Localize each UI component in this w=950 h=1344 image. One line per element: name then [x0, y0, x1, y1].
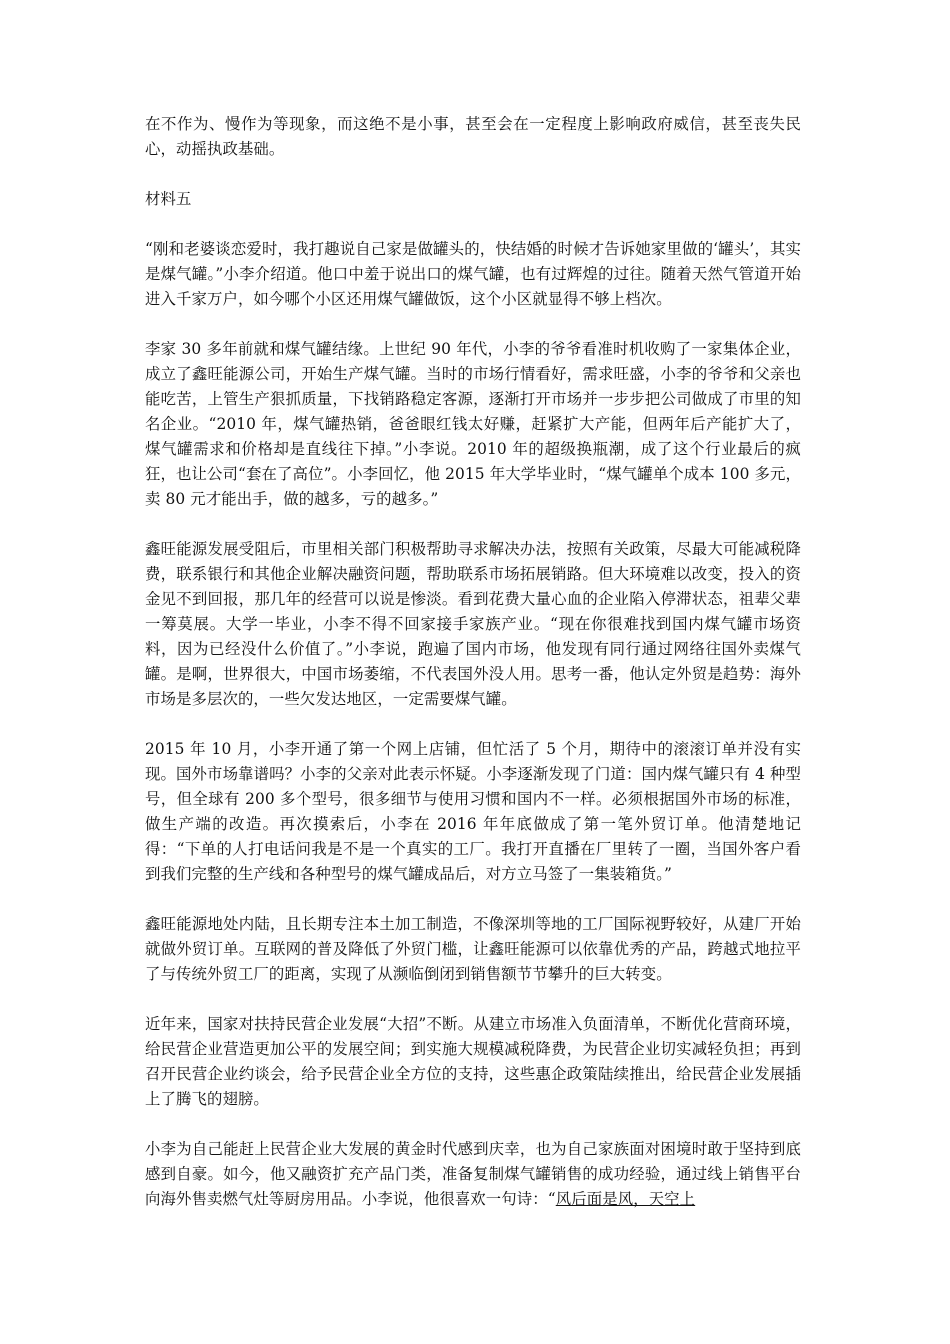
paragraph-government-help: 鑫旺能源发展受阻后，市里相关部门积极帮助寻求解决办法，按照有关政策，尽最大可能减税降费，联系银行和其他企业解决融资问题，帮助联系市场拓展销路。但大环境难以改变，投入的资金见不到回报，那几年的经营可以说是惨淡。看到花费大量心血的企业陷入停滞状态，祖辈父辈一筹莫展。大学一毕业，小李不得不回家接手家族产业。“现在你很难找到国内煤气罐市场资料，因为已经没什么价值了。”小李说，跑遍了国内市场，他发现有同行通过网络往国外卖煤气罐。是啊，世界很大，中国市场萎缩，不代表国外没人用。思考一番，他认定外贸是趋势：海外市场是多层次的，一些欠发达地区，一定需要煤气罐。 [145, 540, 801, 708]
paragraph-first-online-store: 2015 年 10 月，小李开通了第一个网上店铺，但忙活了 5 个月，期待中的滚滚订单并没有实现。国外市场靠谱吗？小李的父亲对此表示怀疑。小李逐渐发现了门道：国内煤气罐只有 4 种型号，但全球有 200 多个型号，很多细节与使用习惯和国内不一样。必须根据国外市场的标准，做生产端的改造。再次摸索后，小李在 2016 年年底做成了第一笔外贸订单。他清楚地记得：“下单的人打电话问我是不是一个真实的工厂。我打开直播在厂里转了一圈，当国外客户看到我们完整的生产线和各种型号的煤气罐成品后，对方立马签了一集装箱货。” [145, 740, 801, 883]
section-heading-material-five: 材料五 [145, 190, 192, 208]
closing-text: 小李为自己能赶上民营企业大发展的黄金时代感到庆幸，也为自己家族面对困境时敢于坚持到底感到自豪。如今，他又融资扩充产品门类，准备复制煤气罐销售的成功经验，通过线上销售平台向海外售卖燃气灶等厨房用品。小李说，他很喜欢一句诗：“ [145, 1140, 801, 1208]
underlined-poem-text: 风后面是风，天空上 [555, 1190, 696, 1208]
paragraph-inland-location: 鑫旺能源地处内陆，且长期专注本土加工制造，不像深圳等地的工厂国际视野较好，从建厂开始就做外贸订单。互联网的普及降低了外贸门槛，让鑫旺能源可以依靠优秀的产品，跨越式地拉平了与传统外贸工厂的距离，实现了从濒临倒闭到销售额节节攀升的巨大转变。 [145, 915, 801, 983]
paragraph-closing [145, 1137, 801, 1212]
paragraph-family-history: 李家 30 多年前就和煤气罐结缘。上世纪 90 年代，小李的爷爷看准时机收购了一家集体企业，成立了鑫旺能源公司，开始生产煤气罐。当时的市场行情看好，需求旺盛，小李的爷爷和父亲也能吃苦，上管生产狠抓质量，下找销路稳定客源，逐渐打开市场并一步步把公司做成了市里的知名企业。“2010 年，煤气罐热销，爸爸眼红钱太好赚，赶紧扩大产能，但两年后产能扩大了，煤气罐需求和价格却是直线往下掉。”小李说。2010 年的超级换瓶潮，成了这个行业最后的疯狂，也让公司“套在了高位”。小李回忆，他 2015 年大学毕业时，“煤气罐单个成本 100 多元，卖 80 元才能出手，做的越多，亏的越多。” [145, 340, 801, 508]
paragraph-national-policy: 近年来，国家对扶持民营企业发展“大招”不断。从建立市场准入负面清单，不断优化营商环境，给民营企业营造更加公平的发展空间；到实施大规模减税降费，为民营企业切实减轻负担；再到召开民营企业约谈会，给予民营企业全方位的支持，这些惠企政策陆续推出，给民营企业发展插上了腾飞的翅膀。 [145, 1015, 801, 1108]
document-page [145, 112, 801, 1237]
paragraph-continuation: 在不作为、慢作为等现象，而这绝不是小事，甚至会在一定程度上影响政府威信，甚至丧失民心，动摇执政基础。 [145, 115, 801, 158]
paragraph-intro-story: “刚和老婆谈恋爱时，我打趣说自己家是做罐头的，快结婚的时候才告诉她家里做的‘罐头’，其实是煤气罐。”小李介绍道。他口中羞于说出口的煤气罐，也有过辉煌的过往。随着天然气管道开始进入千家万户，如今哪个小区还用煤气罐做饭，这个小区就显得不够上档次。 [145, 240, 801, 308]
